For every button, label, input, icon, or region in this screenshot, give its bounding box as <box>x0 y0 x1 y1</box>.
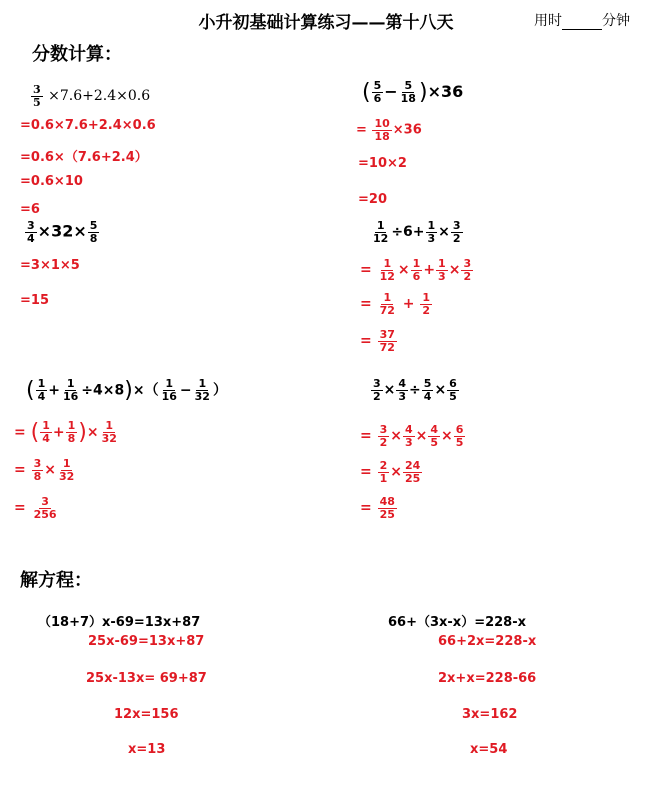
problem2-step1: = $\frac{10}{18}$ ×36 <box>356 117 422 143</box>
problem3-question: $\frac{3}{4}$ ×32× $\frac{5}{8}$ <box>27 219 98 245</box>
problem5-step1: = ( $\frac{1}{4}$ + $\frac{1}{8}$ )× $\frac{1}{32}$ <box>14 419 117 445</box>
equation2-step1: 66+2x=228-x <box>438 634 537 649</box>
equation1-question: （18+7）x-69=13x+87 <box>38 615 201 630</box>
problem6-question: $\frac{3}{2}$ × $\frac{4}{3}$ ÷ $\frac{5}{4}$ × $\frac{6}{5}$ <box>373 377 457 403</box>
problem1-step3: =0.6×10 <box>20 174 83 189</box>
problem4-question: $\frac{1}{12}$ ÷6+ $\frac{1}{3}$ × $\frac{3}{2}$ <box>373 219 461 245</box>
problem6-step1: = $\frac{3}{2}$ × $\frac{4}{3}$ × $\frac{4}{5}$ × $\frac{6}{5}$ <box>360 423 464 449</box>
equation2-step3: 3x=162 <box>462 707 518 722</box>
problem5-step3: = $\frac{3}{256}$ <box>14 495 57 521</box>
problem2-step3: =20 <box>358 192 387 207</box>
equation1-step1: 25x-69=13x+87 <box>88 634 205 649</box>
problem6-step3: = $\frac{48}{25}$ <box>360 495 395 521</box>
problem1-rest: ×7.6+2.4×0.6 <box>48 88 151 105</box>
timer-prefix: 用时 <box>534 13 562 29</box>
problem5-step2: = $\frac{3}{8}$ × $\frac{1}{32}$ <box>14 457 75 483</box>
section-equations: 解方程： <box>20 570 92 591</box>
problem6-step2: = $\frac{2}{1}$ × $\frac{24}{25}$ <box>360 459 421 485</box>
problem3-step1: =3×1×5 <box>20 258 80 273</box>
problem1-step1: =0.6×7.6+2.4×0.6 <box>20 118 156 133</box>
problem4-step3: = $\frac{37}{72}$ <box>360 328 395 354</box>
problem2-question: ( $\frac{5}{6}$ − $\frac{5}{18}$ )×36 <box>362 79 464 105</box>
problem3-step2: =15 <box>20 293 49 308</box>
equation2-question: 66+（3x-x）=228-x <box>388 615 527 630</box>
timer-label <box>534 10 630 30</box>
equation2-step4: x=54 <box>470 742 508 757</box>
section-fractions: 分数计算： <box>32 44 122 65</box>
problem1-question <box>30 84 150 108</box>
timer-blank[interactable] <box>562 15 602 30</box>
equation2-step2: 2x+x=228-66 <box>438 671 537 686</box>
equation1-step4: x=13 <box>128 742 166 757</box>
problem4-step2: = $\frac{1}{72}$ + $\frac{1}{2}$ <box>360 291 431 317</box>
problem4-step1: = $\frac{1}{12}$ × $\frac{1}{6}$ + $\frac{1}{3}$ × $\frac{3}{2}$ <box>360 257 472 283</box>
equation1-step3: 12x=156 <box>114 707 179 722</box>
problem2-step2: =10×2 <box>358 156 407 171</box>
problem5-question: ( $\frac{1}{4}$ + $\frac{1}{16}$ ÷4×8)×（ $\frac{1}{16}$ − $\frac{1}{32}$ ） <box>26 377 227 403</box>
timer-suffix: 分钟 <box>602 13 630 29</box>
equation1-step2: 25x-13x= 69+87 <box>86 671 207 686</box>
page-title: 小升初基础计算练习——第十八天 <box>198 13 454 33</box>
fraction: $\frac{3}{5}$ <box>33 83 41 109</box>
problem1-step2: =0.6×（7.6+2.4） <box>20 150 148 165</box>
problem1-step4: =6 <box>20 202 40 217</box>
